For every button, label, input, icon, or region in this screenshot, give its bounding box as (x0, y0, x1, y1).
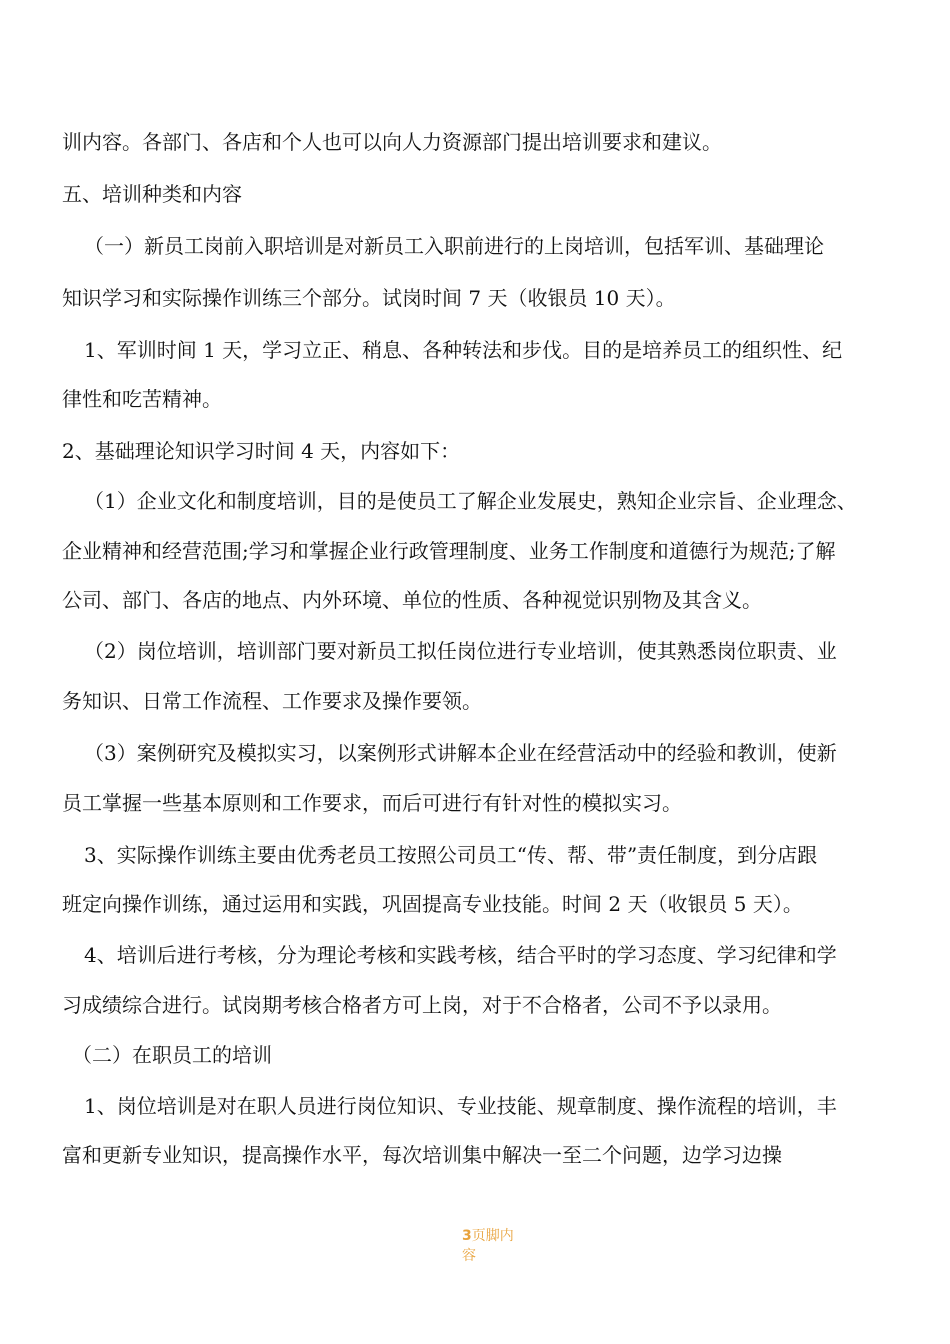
body-text-line: 知识学习和实际操作训练三个部分。试岗时间 7 天（收银员 10 天）。 (62, 286, 676, 310)
body-text-line: 员工掌握一些基本原则和工作要求，而后可进行有针对性的模拟实习。 (62, 791, 682, 815)
footer-text-continued: 容 (462, 1248, 476, 1264)
body-text-line: （一）新员工岗前入职培训是对新员工入职前进行的上岗培训，包括军训、基础理论 (84, 234, 824, 258)
body-text-line: 1、岗位培训是对在职人员进行岗位知识、专业技能、规章制度、操作流程的培训，丰 (84, 1094, 837, 1118)
body-text-line: 3、实际操作训练主要由优秀老员工按照公司员工“传、帮、带”责任制度，到分店跟 (84, 843, 818, 867)
body-text-line: 4、培训后进行考核，分为理论考核和实践考核，结合平时的学习态度、学习纪律和学 (84, 943, 837, 967)
body-text-line: 训内容。各部门、各店和个人也可以向人力资源部门提出培训要求和建议。 (62, 130, 722, 154)
page-footer (462, 1226, 522, 1266)
section-heading: 五、培训种类和内容 (62, 182, 242, 206)
body-text-line: （1）企业文化和制度培训，目的是使员工了解企业发展史，熟知企业宗旨、企业理念、 (84, 489, 857, 513)
body-text-line: 习成绩综合进行。试岗期考核合格者方可上岗，对于不合格者，公司不予以录用。 (62, 993, 782, 1017)
body-text-line: （3）案例研究及模拟实习，以案例形式讲解本企业在经营活动中的经验和教训，使新 (84, 741, 837, 765)
body-text-line: （2）岗位培训，培训部门要对新员工拟任岗位进行专业培训，使其熟悉岗位职责、业 (84, 639, 837, 663)
body-text-line: 务知识、日常工作流程、工作要求及操作要领。 (62, 689, 482, 713)
body-text-line: 律性和吃苦精神。 (62, 387, 222, 411)
body-text-line: 富和更新专业知识，提高操作水平，每次培训集中解决一至二个问题，边学习边操 (62, 1143, 782, 1167)
page-number: 3 (462, 1228, 472, 1244)
body-text-line: 2、基础理论知识学习时间 4 天，内容如下： (62, 439, 461, 463)
body-text-line: 班定向操作训练，通过运用和实践，巩固提高专业技能。时间 2 天（收银员 5 天）。 (62, 892, 803, 916)
section-heading: （二）在职员工的培训 (72, 1043, 272, 1067)
body-text-line: 1、军训时间 1 天，学习立正、稍息、各种转法和步伐。目的是培养员工的组织性、纪 (84, 338, 843, 362)
body-text-line: 公司、部门、各店的地点、内外环境、单位的性质、各种视觉识别物及其含义。 (62, 588, 762, 612)
body-text-line: 企业精神和经营范围;学习和掌握企业行政管理制度、业务工作制度和道德行为规范;了解 (62, 539, 836, 563)
footer-text: 页脚内 (471, 1228, 514, 1244)
